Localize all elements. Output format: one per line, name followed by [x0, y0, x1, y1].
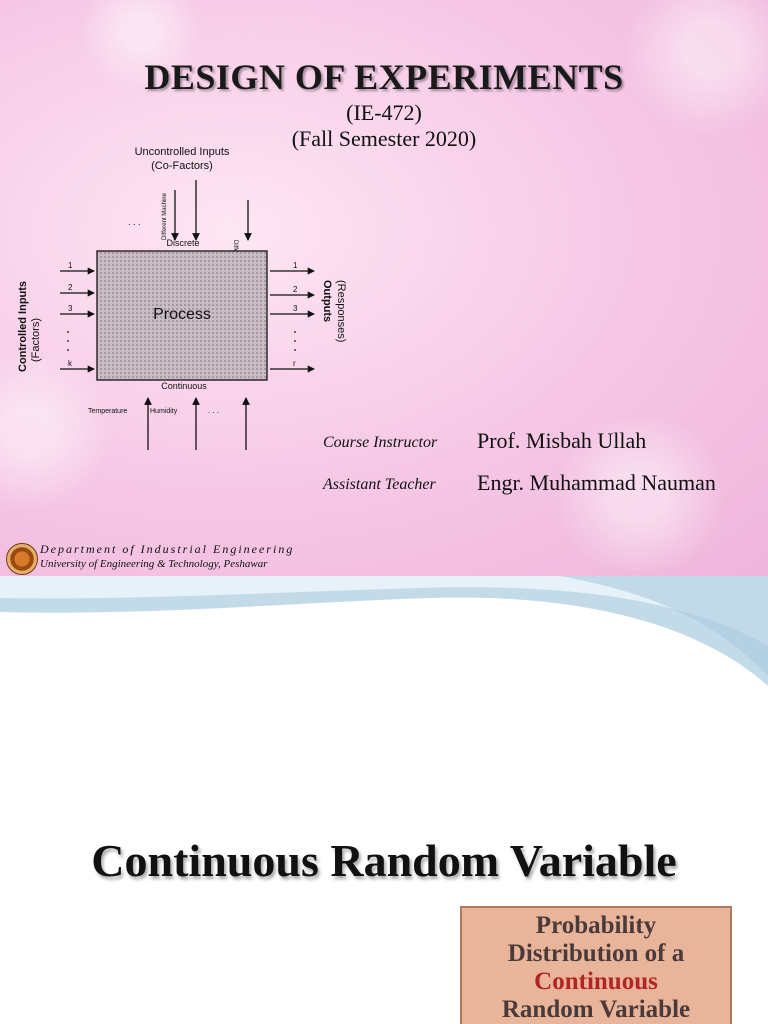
outputs-label: Outputs	[321, 280, 333, 323]
header-wave	[0, 576, 768, 726]
temperature-label: Temperature	[88, 408, 128, 415]
university-logo	[6, 543, 38, 575]
humidity-label: Humidity	[150, 408, 178, 415]
process-diagram	[8, 140, 368, 460]
slide-title: DESIGN OF EXPERIMENTS	[144, 57, 624, 97]
instructor-role: Course Instructor	[323, 434, 438, 451]
box-line: Probability	[535, 912, 657, 939]
assistant-role: Assistant Teacher	[323, 476, 436, 493]
output-label: 3	[293, 304, 298, 313]
assistant-name: Engr. Muhammad Nauman	[477, 470, 716, 495]
uncontrolled-inputs-label: Uncontrolled Inputs	[134, 146, 230, 158]
input-label: k	[68, 359, 72, 368]
university-name: University of Engineering & Technology, Peshawar	[40, 558, 268, 570]
factors-label: (Factors)	[30, 318, 42, 362]
input-label: 3	[68, 304, 73, 313]
top-ellipsis: . . .	[128, 217, 141, 227]
department-name: Department of Industrial Engineering	[40, 542, 295, 556]
discrete-label: Discrete	[166, 238, 200, 248]
bottom-ellipsis: . . .	[208, 406, 220, 415]
probability-distribution-box	[460, 906, 732, 1024]
different-machine-label: Different Machine	[162, 193, 168, 240]
slide-heading: Continuous Random Variable	[91, 835, 677, 886]
box-line-highlight: Continuous	[534, 968, 658, 995]
input-label: 2	[68, 283, 73, 292]
responses-label: (Responses)	[335, 280, 347, 343]
output-label: 2	[293, 285, 298, 294]
box-line: Random Variable	[501, 996, 691, 1023]
instructor-name: Prof. Misbah Ullah	[477, 428, 647, 453]
cofactors-label: (Co-Factors)	[151, 160, 213, 172]
course-code: (IE-472)	[346, 100, 422, 125]
content-slide	[0, 576, 768, 1024]
process-label: Process	[153, 306, 211, 323]
controlled-inputs-label: Controlled Inputs	[17, 280, 29, 372]
output-label: r	[293, 359, 296, 368]
continuous-label: Continuous	[161, 381, 207, 391]
output-label: 1	[293, 261, 298, 270]
box-line: Distribution of a	[507, 940, 685, 967]
semester: (Fall Semester 2020)	[291, 126, 477, 151]
input-label: 1	[68, 261, 73, 270]
